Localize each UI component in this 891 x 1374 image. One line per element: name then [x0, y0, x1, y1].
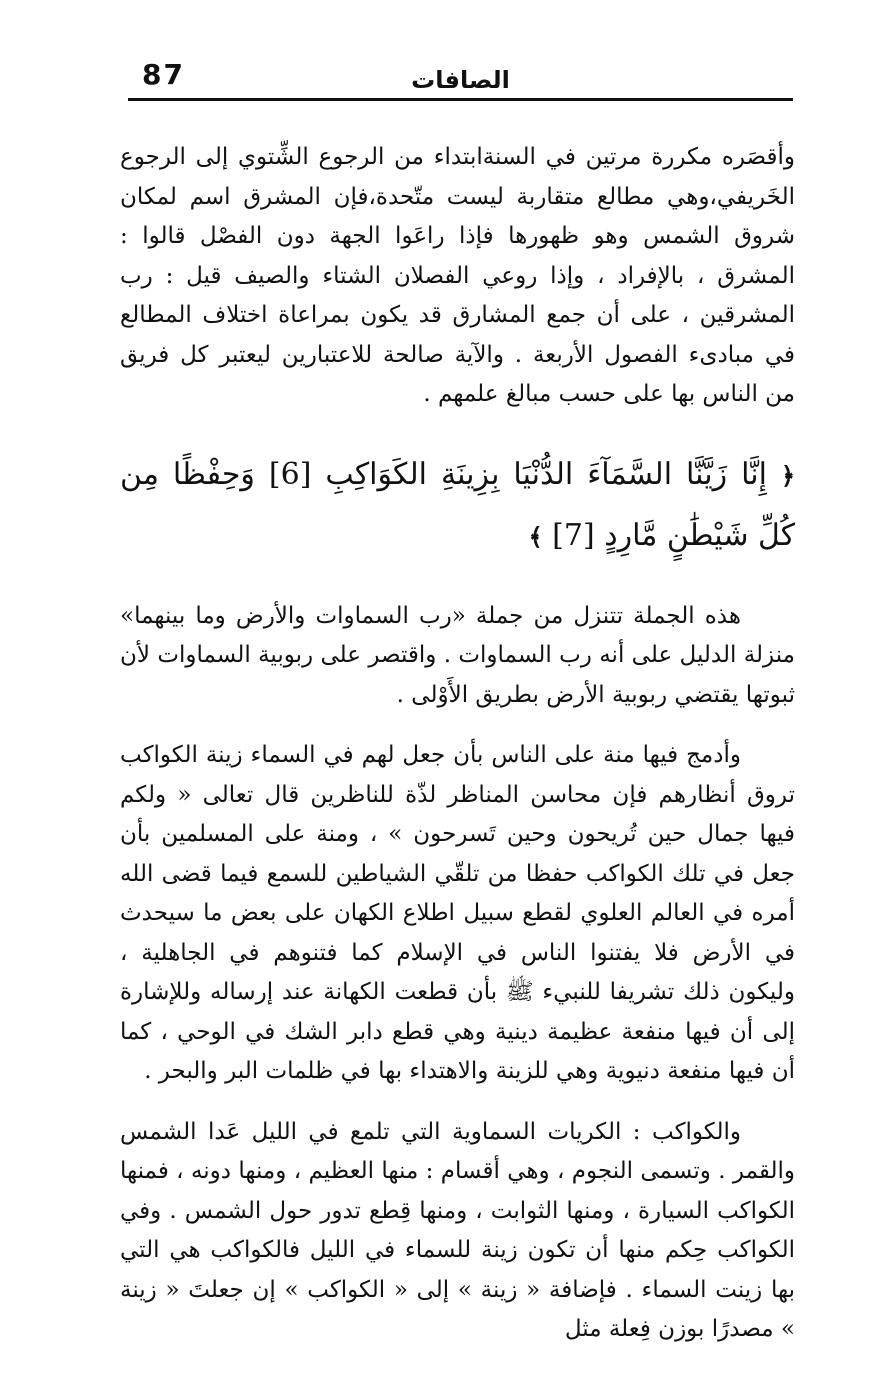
spacer [120, 415, 795, 445]
page-body [120, 138, 795, 1350]
verse-text: إِنَّا زَيَّنَّا السَّمَآءَ الدُّنْيَا بِزِينَةِ الكَوَاكِبِ [6] وَحِفْظًا مِن كُلِّ شَيْطَٰنٍ مَّارِدٍ [7] [120, 456, 795, 553]
paragraph-4: والكواكب : الكريات السماوية التي تلمع في الليل عَدا الشمس والقمر . وتسمى النجوم ، وهي أقسام : منها العظيم ، ومنها دونه ، فمنها الكواكب السيارة ، ومنها الثوابت ، ومنها قِطع تدور حول الشمس . وفي الكواكب حِكم منها أن تكون زينة للسماء في الليل فالكواكب هي التي بها زينت السماء . فإضافة « زينة » إلى « الكواكب » إن جعلتَ « زينة » مصدرًا بوزن فِعلة مثل [120, 1118, 795, 1342]
paragraph-3: وأدمج فيها منة على الناس بأن جعل لهم في السماء زينة الكواكب تروق أنظارهم فإن محاسن المناظر لذّة للناظرين قال تعالى « ولكم فيها جمال حين تُريحون وحين تَسرحون » ، ومنة على المسلمين بأن جعل في تلك الكواكب حفظا من تلقّي الشياطين للسمع فيما قضى الله أمره في العالم العلوي لقطع سبيل اطلاع الكهان على بعض ما سيحدث في الأرض فلا يفتنوا الناس في الإسلام كما فتنوهم في الجاهلية ، وليكون ذلك تشريفا للنبيء ﷺ بأن قطعت الكهانة عند إرساله وللإشارة إلى أن فيها منفعة عظيمة دينية وهي قطع دابر الشك في الوحي ، كما أن فيها منفعة دنيوية وهي للزينة والاهتداء بها في ظلمات البر والبحر . [120, 742, 795, 1084]
verse-open-bracket: ﴿ [780, 460, 795, 490]
spacer [120, 567, 795, 597]
quran-verse [120, 445, 795, 567]
running-title: الصافات [411, 66, 510, 94]
verse-close-bracket: ﴾ [528, 521, 543, 551]
page-header [128, 56, 793, 104]
page-number: 87 [142, 58, 185, 91]
paragraph-2: هذه الجملة تتنزل من جملة «رب السماوات والأرض وما بينهما» منزلة الدليل على أنه رب السماوات . واقتصر على ربوبية السماوات لأن ثبوتها يقتضي ربوبية الأرض بطريق الأَوْلى . [120, 602, 795, 708]
spacer [120, 715, 795, 736]
header-rule [128, 98, 793, 101]
paragraph-1: وأقصَره مكررة مرتين في السنةابتداء من الرجوع الشِّتوي إلى الرجوع الخَريفي،وهي مطالع متقاربة ليست متّحدة،فإن المشرق اسم لمكان شروق الشمس وهو ظهورها فإذا راعَوا الجهة دون الفصْل قالوا : المشرق ، بالإفراد ، وإذا روعي الفصلان الشتاء والصيف قيل : رب المشرقين ، على أن جمع المشارق قد يكون بمراعاة اختلاف المطالع في مبادىء الفصول الأربعة . والآية صالحة للاعتبارين ليعتبر كل فريق من الناس بها على حسب مبالغ علمهم . [120, 144, 795, 407]
spacer [120, 1092, 795, 1113]
